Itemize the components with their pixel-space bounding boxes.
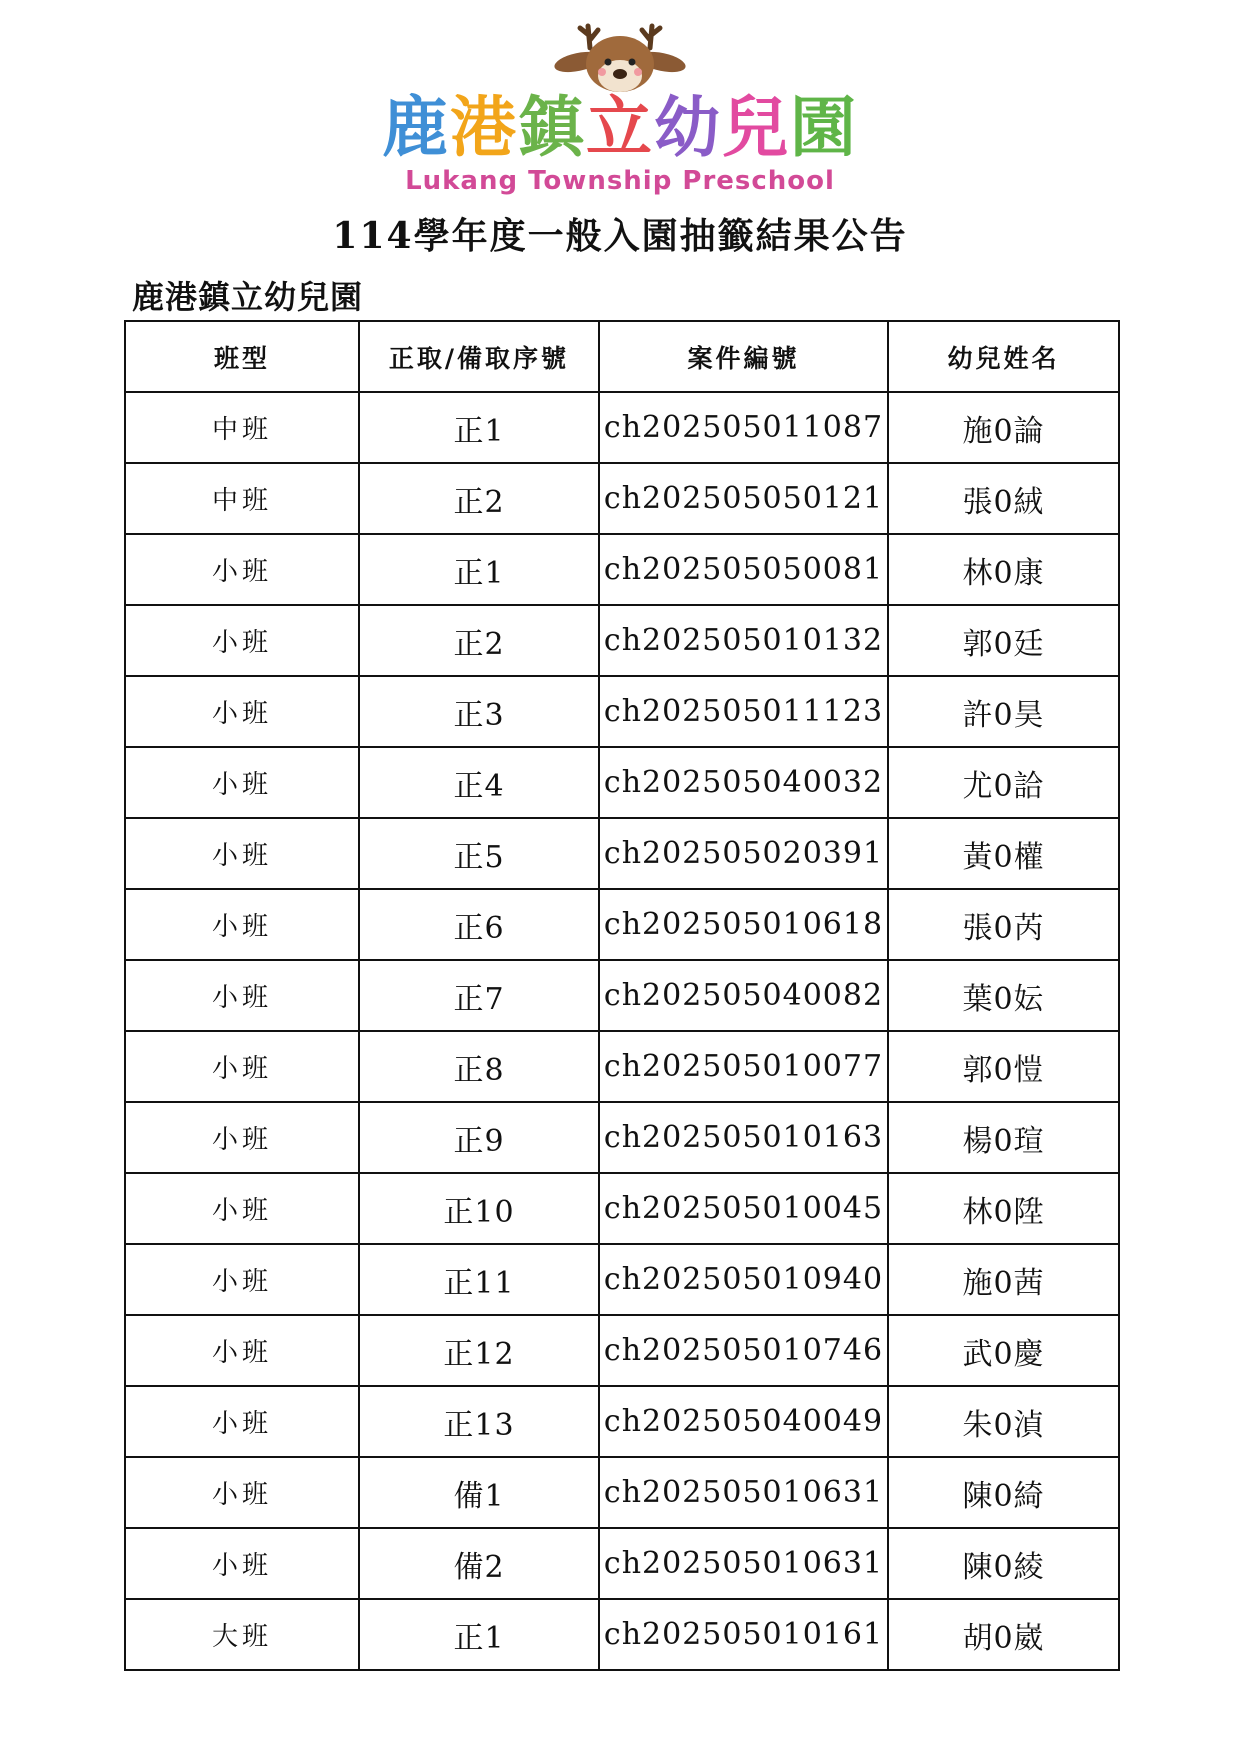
class-type-cell: 小班 — [125, 889, 359, 960]
child-name-cell: 楊0瑄 — [888, 1102, 1119, 1173]
admission-number-cell: 正1 — [359, 392, 599, 463]
table-row — [125, 605, 1119, 676]
admission-number-cell: 正3 — [359, 676, 599, 747]
brand-english-name: Lukang Township Preschool — [405, 166, 835, 196]
case-number-cell: ch202505010132 — [599, 605, 888, 676]
case-number-cell: ch202505040049 — [599, 1386, 888, 1457]
header-child-name: 幼兒姓名 — [888, 321, 1119, 392]
results-table — [124, 320, 1120, 1671]
class-type-cell: 小班 — [125, 1173, 359, 1244]
admission-number-cell: 備2 — [359, 1528, 599, 1599]
child-name-cell: 張0絨 — [888, 463, 1119, 534]
table-row — [125, 676, 1119, 747]
admission-number-cell: 正11 — [359, 1244, 599, 1315]
table-row — [125, 1386, 1119, 1457]
admission-number-cell: 正1 — [359, 1599, 599, 1670]
table-header-row — [125, 321, 1119, 392]
table-row — [125, 1457, 1119, 1528]
class-type-cell: 小班 — [125, 1457, 359, 1528]
table-row — [125, 534, 1119, 605]
child-name-cell: 葉0妘 — [888, 960, 1119, 1031]
admission-number-cell: 正9 — [359, 1102, 599, 1173]
case-number-cell: ch202505010163 — [599, 1102, 888, 1173]
case-number-cell: ch202505010045 — [599, 1173, 888, 1244]
class-type-cell: 小班 — [125, 1315, 359, 1386]
header-case-number: 案件編號 — [599, 321, 888, 392]
class-type-cell: 小班 — [125, 818, 359, 889]
case-number-cell: ch202505011087 — [599, 392, 888, 463]
case-number-cell: ch202505010746 — [599, 1315, 888, 1386]
brand-name — [0, 88, 1240, 168]
school-name: 鹿港鎮立幼兒園 — [132, 278, 364, 316]
case-number-cell: ch202505010618 — [599, 889, 888, 960]
class-type-cell: 大班 — [125, 1599, 359, 1670]
brand-char: 港 — [450, 89, 518, 166]
class-type-cell: 小班 — [125, 1386, 359, 1457]
child-name-cell: 郭0愷 — [888, 1031, 1119, 1102]
child-name-cell: 陳0綺 — [888, 1457, 1119, 1528]
brand-char: 鎮 — [518, 89, 586, 166]
case-number-cell: ch202505011123 — [599, 676, 888, 747]
table-row — [125, 818, 1119, 889]
table-row — [125, 392, 1119, 463]
child-name-cell: 張0芮 — [888, 889, 1119, 960]
class-type-cell: 小班 — [125, 534, 359, 605]
table-row — [125, 1599, 1119, 1670]
child-name-cell: 陳0綾 — [888, 1528, 1119, 1599]
admission-number-cell: 正7 — [359, 960, 599, 1031]
admission-number-cell: 備1 — [359, 1457, 599, 1528]
brand-char: 園 — [790, 89, 858, 166]
table-row — [125, 889, 1119, 960]
case-number-cell: ch202505010631 — [599, 1528, 888, 1599]
class-type-cell: 中班 — [125, 392, 359, 463]
child-name-cell: 施0茜 — [888, 1244, 1119, 1315]
admission-number-cell: 正4 — [359, 747, 599, 818]
logo — [0, 18, 1240, 98]
table-row — [125, 1244, 1119, 1315]
child-name-cell: 郭0廷 — [888, 605, 1119, 676]
child-name-cell: 黃0權 — [888, 818, 1119, 889]
admission-number-cell: 正13 — [359, 1386, 599, 1457]
table-row — [125, 1173, 1119, 1244]
class-type-cell: 小班 — [125, 747, 359, 818]
child-name-cell: 朱0湞 — [888, 1386, 1119, 1457]
header-class-type: 班型 — [125, 321, 359, 392]
page-title: 114學年度一般入園抽籤結果公告 — [332, 215, 908, 257]
brand-char: 兒 — [722, 89, 790, 166]
class-type-cell: 中班 — [125, 463, 359, 534]
child-name-cell: 林0陞 — [888, 1173, 1119, 1244]
table-row — [125, 1102, 1119, 1173]
class-type-cell: 小班 — [125, 1528, 359, 1599]
class-type-cell: 小班 — [125, 605, 359, 676]
admission-number-cell: 正2 — [359, 605, 599, 676]
admission-number-cell: 正1 — [359, 534, 599, 605]
brand-char: 立 — [586, 89, 654, 166]
child-name-cell: 武0慶 — [888, 1315, 1119, 1386]
child-name-cell: 施0論 — [888, 392, 1119, 463]
class-type-cell: 小班 — [125, 1244, 359, 1315]
header-admission-number: 正取/備取序號 — [359, 321, 599, 392]
class-type-cell: 小班 — [125, 960, 359, 1031]
child-name-cell: 許0昊 — [888, 676, 1119, 747]
class-type-cell: 小班 — [125, 1031, 359, 1102]
case-number-cell: ch202505040032 — [599, 747, 888, 818]
table-row — [125, 1528, 1119, 1599]
child-name-cell: 胡0崴 — [888, 1599, 1119, 1670]
table-row — [125, 747, 1119, 818]
admission-number-cell: 正8 — [359, 1031, 599, 1102]
admission-number-cell: 正6 — [359, 889, 599, 960]
case-number-cell: ch202505010077 — [599, 1031, 888, 1102]
admission-number-cell: 正2 — [359, 463, 599, 534]
child-name-cell: 尤0詥 — [888, 747, 1119, 818]
class-type-cell: 小班 — [125, 1102, 359, 1173]
table-row — [125, 1031, 1119, 1102]
admission-number-cell: 正5 — [359, 818, 599, 889]
class-type-cell: 小班 — [125, 676, 359, 747]
case-number-cell: ch202505010631 — [599, 1457, 888, 1528]
child-name-cell: 林0康 — [888, 534, 1119, 605]
case-number-cell: ch202505050121 — [599, 463, 888, 534]
admission-number-cell: 正12 — [359, 1315, 599, 1386]
admission-number-cell: 正10 — [359, 1173, 599, 1244]
deer-mascot-icon — [550, 18, 690, 98]
case-number-cell: ch202505010161 — [599, 1599, 888, 1670]
table-row — [125, 1315, 1119, 1386]
case-number-cell: ch202505050081 — [599, 534, 888, 605]
case-number-cell: ch202505020391 — [599, 818, 888, 889]
brand-char: 鹿 — [382, 89, 450, 166]
table-row — [125, 463, 1119, 534]
case-number-cell: ch202505010940 — [599, 1244, 888, 1315]
table-row — [125, 960, 1119, 1031]
brand-char: 幼 — [654, 89, 722, 166]
case-number-cell: ch202505040082 — [599, 960, 888, 1031]
